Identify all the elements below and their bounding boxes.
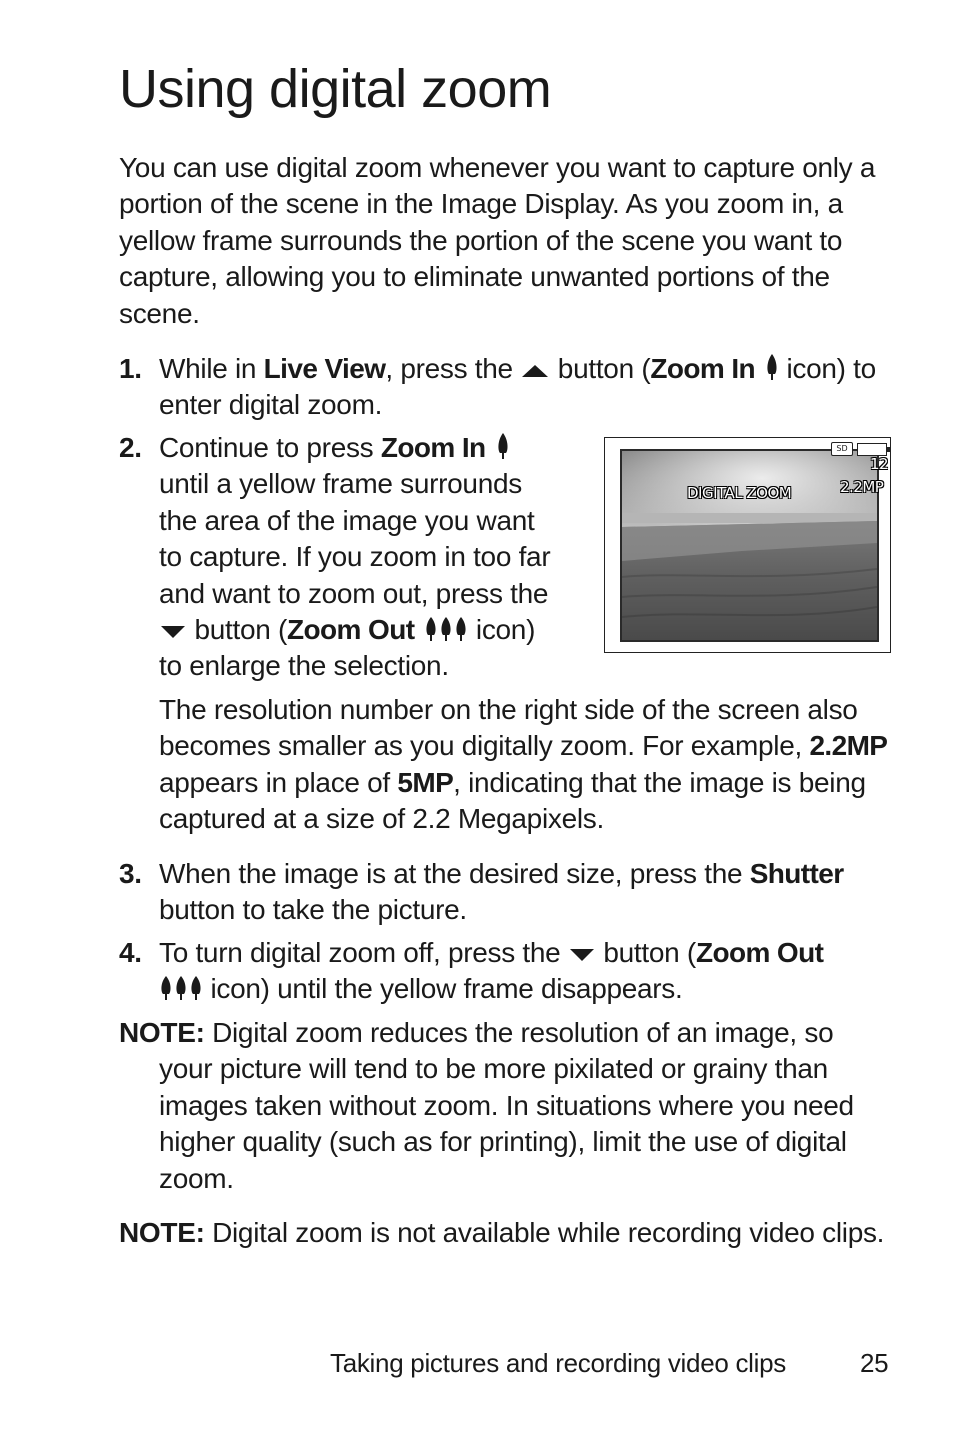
step-number: 3. [119, 858, 142, 889]
step-text: to enlarge the selection. [159, 650, 449, 682]
step-number: 2. [119, 432, 142, 463]
down-triangle-icon [568, 948, 596, 962]
step-body [159, 856, 891, 929]
step-body [159, 351, 891, 424]
footer-section-title: Taking pictures and recording video clips [330, 1348, 786, 1378]
beach-scene-image [622, 451, 877, 640]
step-text: Continue to press [159, 432, 381, 463]
step-number: 4. [119, 937, 142, 968]
digital-zoom-label: DIGITAL ZOOM [687, 484, 792, 502]
step-text: button ( [595, 937, 696, 968]
page-number: 25 [860, 1348, 889, 1378]
step-2-paragraph [119, 692, 891, 838]
step-text: icon) until the yellow frame disappears. [203, 973, 683, 1005]
sd-card-label: SD [836, 444, 848, 453]
resolution-term: 2.2MP [809, 730, 888, 762]
note-label: NOTE: [119, 1217, 205, 1248]
step-text: While in [159, 353, 264, 384]
step-body [159, 935, 891, 1008]
zoom-in-icon [765, 352, 779, 382]
camera-lcd-illustration [604, 437, 891, 653]
step-text: until a yellow frame surrounds [159, 468, 522, 500]
note-1 [119, 1015, 891, 1197]
zoom-out-icon [424, 613, 468, 643]
shutter-term: Shutter [749, 858, 844, 889]
resolution-term: 5MP [397, 766, 454, 798]
step-text: to capture. If you zoom in too far [159, 541, 551, 573]
step-text: icon) [468, 614, 536, 646]
zoom-out-term: Zoom Out [695, 937, 824, 968]
page-title: Using digital zoom [119, 59, 552, 119]
resolution-indicator: 2.2MP [840, 478, 884, 496]
step-text: button ( [550, 353, 651, 384]
step-text: icon) to enter digital zoom. [159, 353, 876, 421]
note-2 [119, 1215, 891, 1251]
step-text: and want to zoom out, press the [159, 577, 549, 609]
intro-paragraph: You can use digital zoom whenever you want to capture only a portion of the scene in the Image Display. As you zoom in, a yellow frame surrounds the portion of the scene you want to capture, allowing you to eliminate unwanted portions of the scene. [119, 152, 876, 329]
shots-remaining: 12 [870, 455, 889, 473]
step-body [159, 692, 891, 838]
note-text: Digital zoom is not available while recording video clips. [212, 1217, 885, 1248]
up-triangle-icon [520, 364, 550, 378]
step-1 [119, 351, 891, 424]
step-number: 1. [119, 353, 142, 384]
step-3 [119, 856, 891, 929]
note-text: Digital zoom reduces the resolution of an image, so your picture will tend to be more pixilated or grainy than images taken without zoom. In situations where you need higher quality (such as for printing), limit the use of digital zoom. [159, 1017, 854, 1194]
step-body [159, 430, 589, 685]
zoom-in-icon [496, 431, 510, 461]
step-text: , press the [385, 353, 521, 384]
down-triangle-icon [159, 625, 187, 639]
note-label: NOTE: [119, 1017, 205, 1048]
step-text: the area of the image you want [159, 504, 535, 536]
zoom-out-icon [159, 972, 203, 1002]
step-text: , indicating that the image is being captured at a size of 2.2 Megapixels. [159, 766, 866, 835]
step-2 [119, 430, 589, 685]
step-text: appears in place of [159, 766, 398, 798]
sd-card-icon [831, 442, 853, 456]
step-text: button ( [187, 614, 288, 646]
step-text: When the image is at the desired size, press the [159, 858, 750, 889]
zoom-in-term: Zoom In [650, 353, 756, 384]
live-view-term: Live View [263, 353, 386, 384]
step-text: button to take the picture. [159, 894, 467, 926]
step-4 [119, 935, 891, 1008]
zoom-in-term: Zoom In [380, 432, 486, 463]
step-text: The resolution number on the right side of the screen also becomes smaller as you digitally zoom. For example, [159, 694, 858, 762]
step-text: To turn digital zoom off, press the [159, 937, 568, 968]
zoom-out-term: Zoom Out [287, 614, 415, 646]
